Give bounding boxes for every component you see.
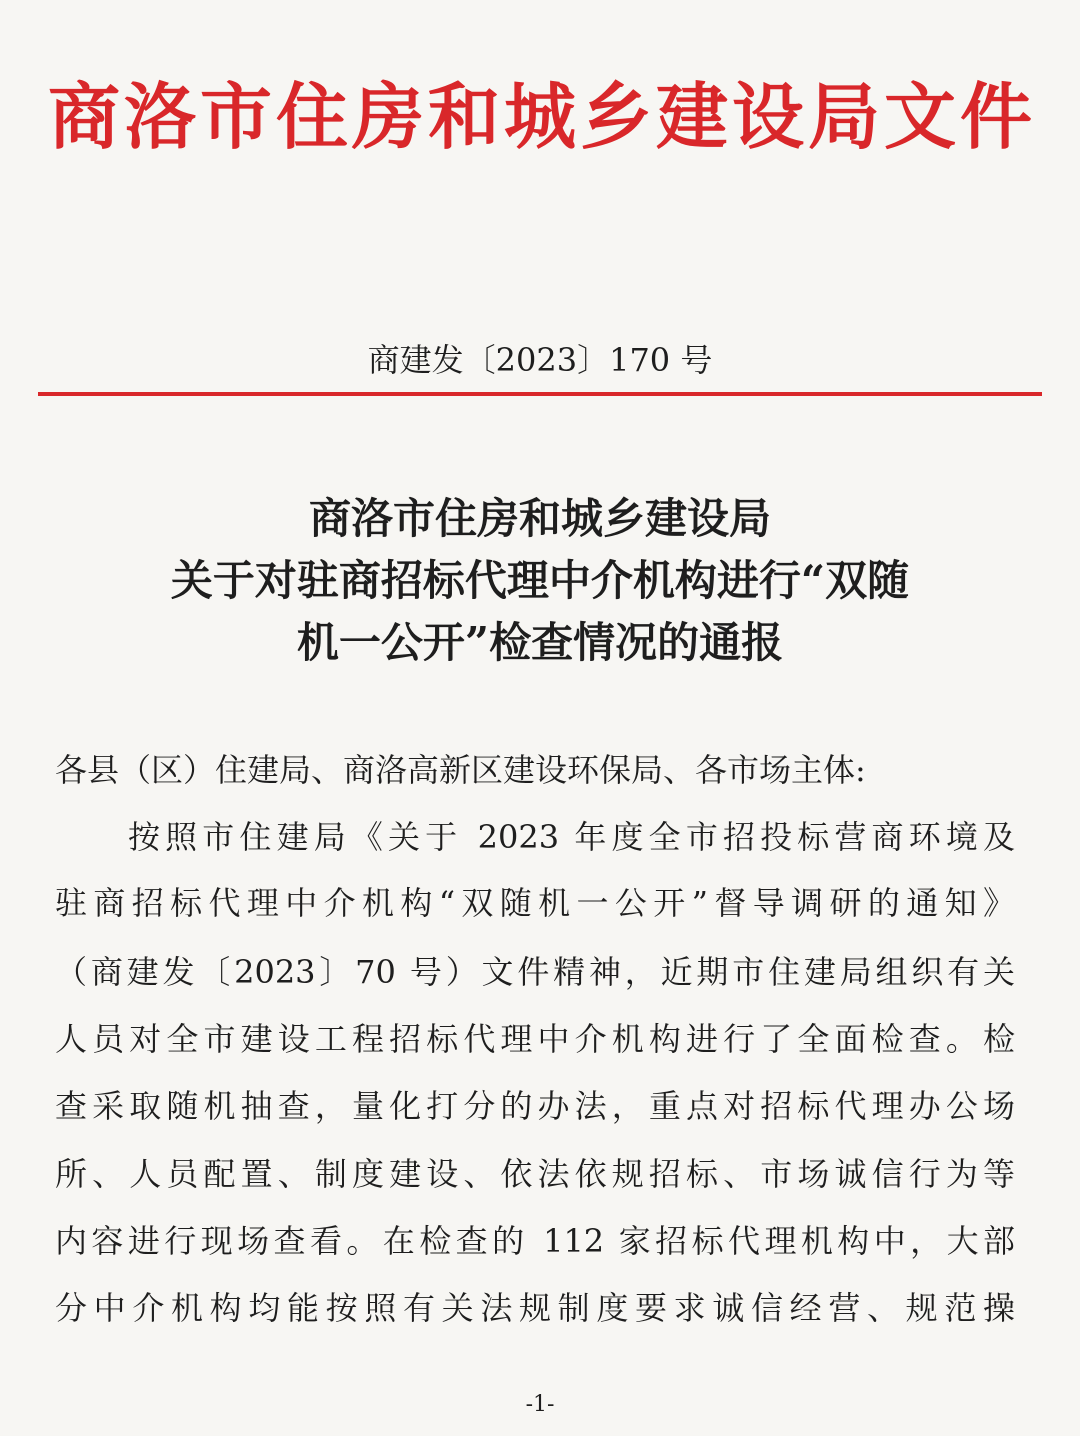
document-number: 商建发〔2023〕170 号 xyxy=(367,341,713,379)
document-header: 商洛市住房和城乡建设局文件 xyxy=(48,74,1032,159)
body-line: 所、人员配置、制度建设、依法依规招标、市场诚信行为等 xyxy=(55,1155,1015,1193)
title-line-2: 关于对驻商招标代理中介机构进行“双随 xyxy=(170,556,910,605)
title-line-1: 商洛市住房和城乡建设局 xyxy=(308,494,771,543)
body-line: 分中介机构均能按照有关法规制度要求诚信经营、规范操 xyxy=(55,1289,1015,1327)
salutation: 各县（区）住建局、商洛高新区建设环保局、各市场主体: xyxy=(55,751,866,789)
body-line: 人员对全市建设工程招标代理中介机构进行了全面检查。检 xyxy=(55,1020,1015,1058)
body-line: 驻商招标代理中介机构“双随机一公开”督导调研的通知》 xyxy=(55,884,1015,922)
body-line: （商建发〔2023〕70 号）文件精神，近期市住建局组织有关 xyxy=(55,953,1015,991)
red-divider xyxy=(38,392,1042,396)
title-line-3: 机一公开”检查情况的通报 xyxy=(296,618,784,667)
body-line: 查采取随机抽查，量化打分的办法，重点对招标代理办公场 xyxy=(55,1087,1015,1125)
page-number: -1- xyxy=(525,1392,555,1417)
body-line: 按照市住建局《关于 2023 年度全市招投标营商环境及 xyxy=(128,818,1015,856)
body-line: 内容进行现场查看。在检查的 112 家招标代理机构中，大部 xyxy=(55,1222,1015,1260)
